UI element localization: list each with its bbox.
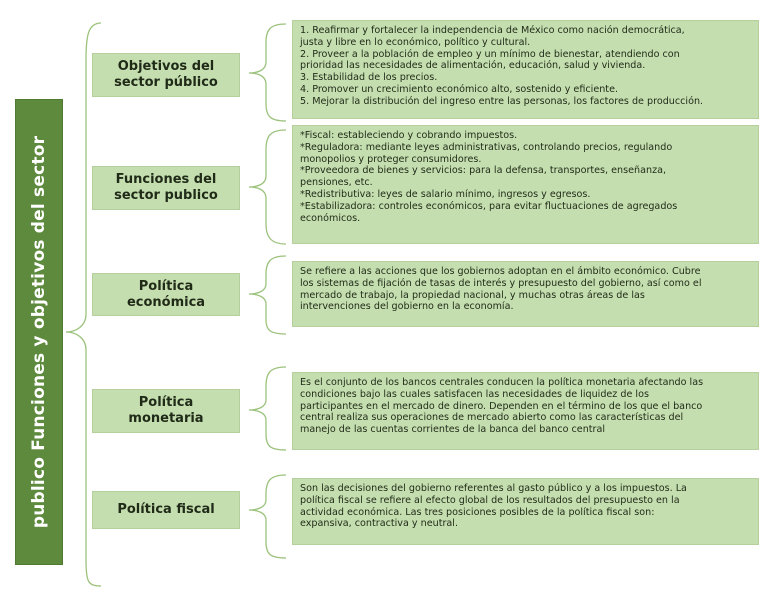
detail-bracket-5 [249, 475, 286, 558]
detail-bracket-3 [249, 256, 286, 334]
detail-line: *Fiscal: estableciendo y cobrando impuestos. [300, 130, 518, 141]
detail-line: monopolios y proteger consumidores. [300, 153, 482, 165]
branch-label: Política económica [126, 278, 206, 310]
branch-politica-fiscal [92, 491, 240, 529]
branch-label: Objetivos del sector público [114, 59, 218, 90]
detail-line: Se refiere a las acciones que los gobiernos adoptan en el ámbito económico. Cubre [300, 266, 701, 277]
detail-line: económicos. [300, 212, 361, 224]
detail-line: central realiza sus operaciones de mercado abierto como las características del [300, 412, 684, 424]
detail-line: *Reguladora: mediante leyes administrativas, controlando precios, regulando [300, 141, 673, 153]
detail-politica-fiscal [292, 478, 759, 545]
branch-label: Política fiscal [117, 502, 215, 517]
detail-line: intervenciones del gobierno en la economía. [300, 301, 514, 313]
detail-politica-monetaria [292, 372, 759, 450]
branch-label: Funciones del sector publico [114, 172, 218, 203]
root-topic-title: publico Funciones y objetivos del sector [29, 135, 49, 529]
detail-line: prioridad las necesidades de alimentación, educación, salud y vivienda. [300, 60, 646, 72]
detail-line: manejo de las cuentas corrientes de la banca del banco central [300, 424, 606, 436]
detail-line: *Proveedora de bienes y servicios: para la defensa, transportes, enseñanza, [300, 165, 667, 177]
detail-line: pensiones, etc. [300, 177, 373, 189]
detail-line: *Redistributiva: leyes de salario mínimo, ingresos y egresos. [300, 188, 591, 200]
detail-line: política fiscal se refiere al efecto global de los resultados del presupuesto en la [300, 494, 680, 506]
detail-line: 2. Proveer a la población de empleo y un mínimo de bienestar, atendiendo con [300, 48, 680, 60]
detail-line: mercado de trabajo, la propiedad nacional, y muchas otras áreas de las [300, 289, 645, 301]
branch-funciones [92, 166, 240, 210]
detail-line: *Estabilizadora: controles económicos, para evitar fluctuaciones de agregados [300, 200, 678, 212]
branch-objetivos [92, 53, 240, 97]
detail-politica-economica [292, 261, 759, 327]
detail-line: expansiva, contractiva y neutral. [300, 518, 458, 530]
detail-funciones [292, 125, 759, 244]
detail-line: 5. Mejorar la distribución del ingreso entre las personas, los factores de producción. [300, 95, 704, 107]
detail-line: Es el conjunto de los bancos centrales conducen la política monetaria afectando las [300, 377, 704, 388]
detail-line: justa y libre en lo económico, político y cultural. [300, 36, 531, 48]
detail-line: los sistemas de fijación de tasas de interés y presupuesto del gobierno, así como el [300, 277, 702, 289]
detail-line: participantes en el mercado de dinero. Dependen en el término de los que el banco [300, 400, 703, 412]
detail-line: 3. Estabilidad de los precios. [300, 72, 438, 84]
detail-line: Son las decisiones del gobierno referentes al gasto público y a los impuestos. La [300, 483, 687, 494]
detail-objetivos [292, 20, 759, 119]
detail-line: condiciones bajo las cuales satisfacen las necesidades de liquidez de los [300, 388, 649, 400]
branch-label: Política monetaria [128, 395, 204, 426]
detail-line: 1. Reafirmar y fortalecer la independencia de México como nación democrática, [300, 25, 685, 36]
detail-bracket-4 [249, 367, 286, 450]
detail-bracket-2 [249, 130, 286, 244]
detail-line: 4. Promover un crecimiento económico alto, sostenido y eficiente. [300, 83, 619, 95]
detail-line: actividad económica. Las tres posiciones posibles de la política fiscal son: [300, 506, 655, 518]
branch-politica-monetaria [92, 389, 240, 433]
branch-politica-economica [92, 273, 240, 316]
detail-bracket-1 [249, 24, 286, 121]
